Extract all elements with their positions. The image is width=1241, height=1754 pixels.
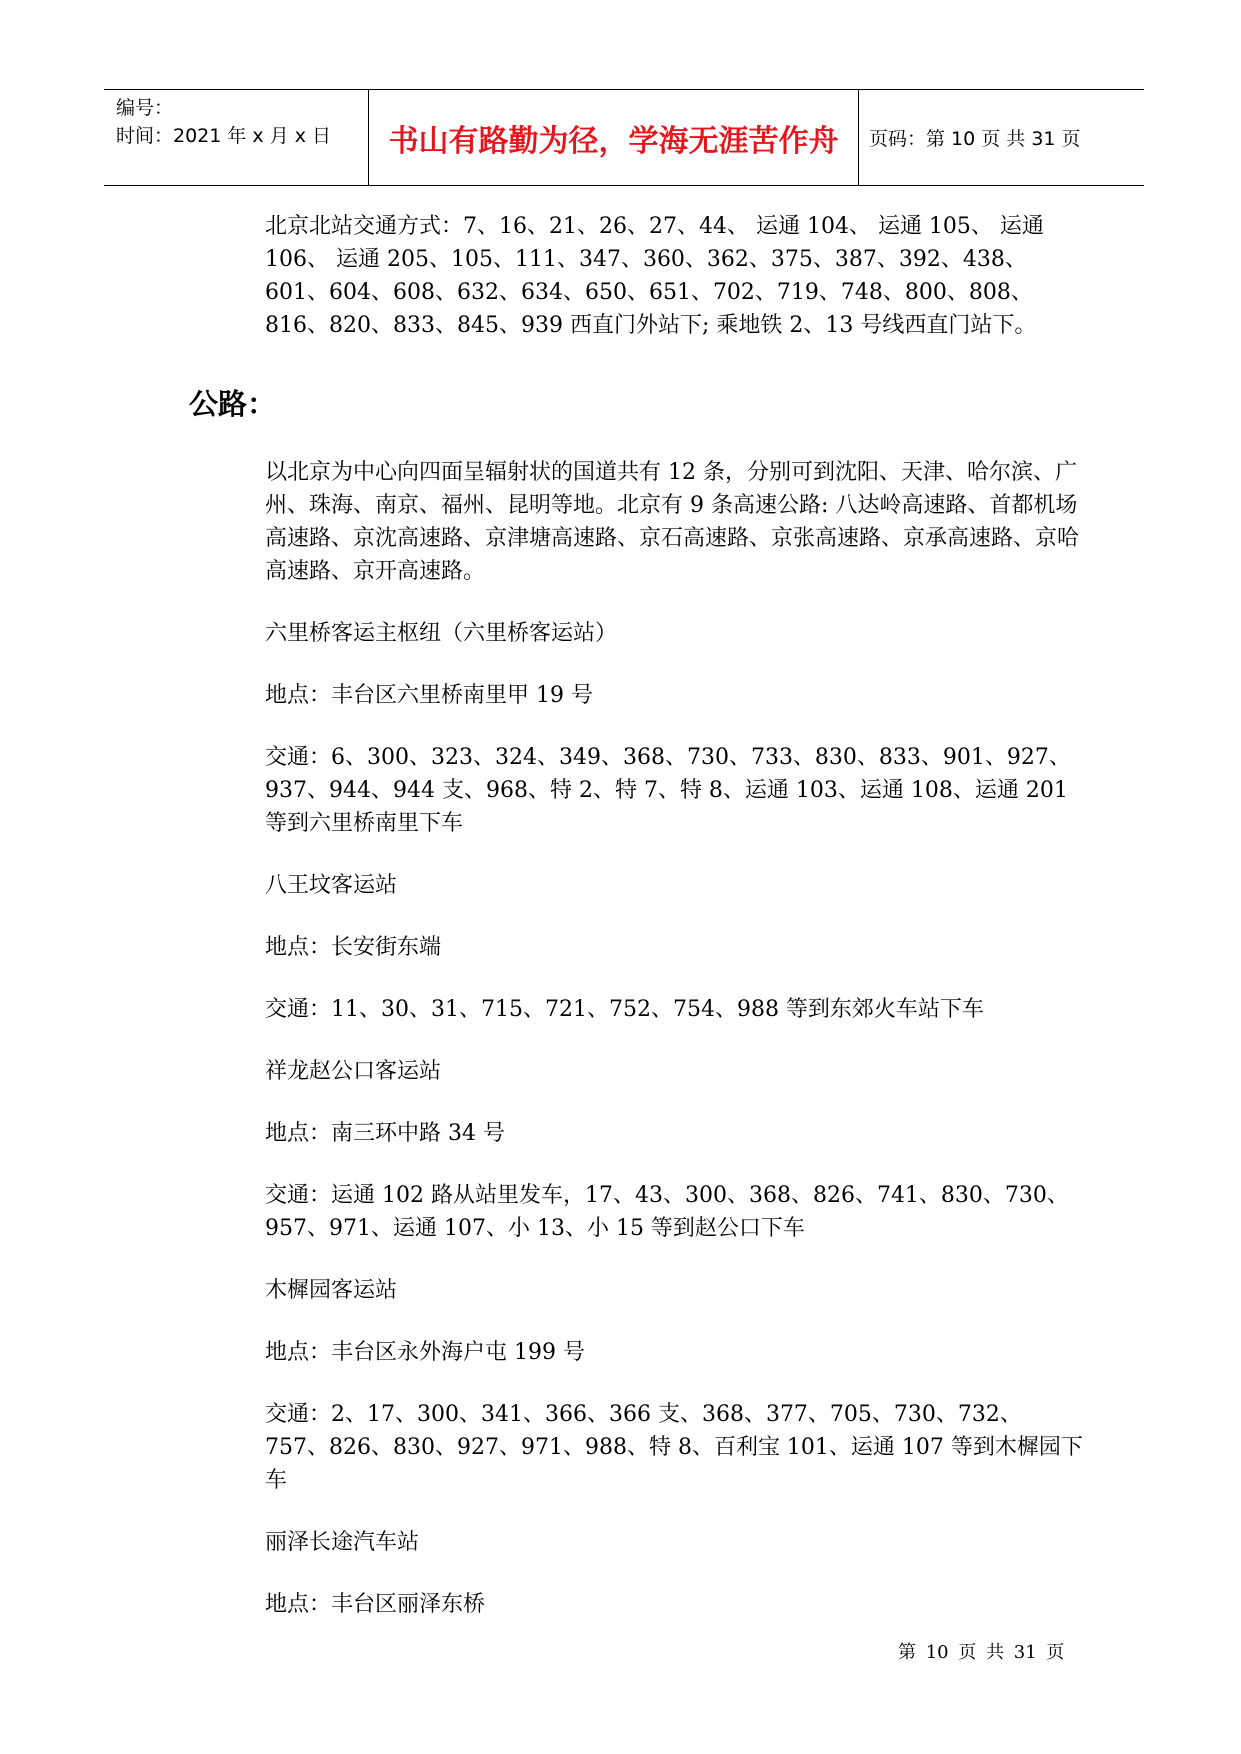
document-body [265,210,1085,1650]
header-divider [858,90,859,185]
header-meta [116,94,331,150]
serial-label: 编号： [116,97,174,119]
paragraph: 祥龙赵公口客运站 [265,1059,442,1084]
paragraph: 交通：6、300、323、324、349、368、730、733、830、833、901、927、937、944、944 支、968、特 2、特 7、特 8、运通 103、运通 108、运通 201 等到六里桥南里下车 [265,745,1071,836]
paragraph: 木樨园客运站 [265,1278,398,1303]
page-footer: 第 10 页 共 31 页 [898,1642,1065,1663]
paragraph: 八王坟客运站 [265,873,398,898]
section-title: 公路： [189,387,277,421]
header-motto: 书山有路勤为径，学海无涯苦作舟 [388,123,839,159]
paragraph: 以北京为中心向四面呈辐射状的国道共有 12 条，分别可到沈阳、天津、哈尔滨、广州、珠海、南京、福州、昆明等地。北京有 9 条高速公路: 八达岭高速路、首都机场高速路、京沈高速路、京津塘高速路、京石高速路、京张高速路、京承高速路、京哈高速路、京开高速路。 [265,460,1080,584]
paragraph: 地点：长安街东端 [265,935,442,960]
time-label: 时间：2021 年 x 月 x 日 [116,125,332,147]
intro-paragraph: 北京北站交通方式：7、16、21、26、27、44、 运通 104、 运通 105、 运通 106、 运通 205、105、111、347、360、362、375、387、392、438、601、604、608、632、634、650、651、702、719、748、800、808、816、820、833、845、939 西直门外站下; 乘地铁 2、13 号线西直门站下。 [265,214,1044,338]
section-spacer [265,392,1085,456]
paragraph: 地点：丰台区永外海户屯 199 号 [265,1340,585,1365]
paragraph: 交通：11、30、31、715、721、752、754、988 等到东郊火车站下车 [265,997,984,1022]
paragraph: 地点：南三环中路 34 号 [265,1121,505,1146]
paragraph: 六里桥客运主枢纽（六里桥客运站） [265,621,618,646]
page-header [104,89,1144,186]
paragraph: 交通：2、17、300、341、366、366 支、368、377、705、730、732、757、826、830、927、971、988、特 8、百利宝 101、运通 107 等到木樨园下车 [265,1402,1083,1493]
paragraph: 丽泽长途汽车站 [265,1530,420,1555]
header-page-label: 页码：第 10 页 共 31 页 [869,128,1081,150]
paragraph: 交通：运通 102 路从站里发车，17、43、300、368、826、741、830、730、957、971、运通 107、小 13、小 15 等到赵公口下车 [265,1183,1069,1241]
paragraph: 地点：丰台区六里桥南里甲 19 号 [265,683,593,708]
paragraph: 地点：丰台区丽泽东桥 [265,1592,486,1617]
